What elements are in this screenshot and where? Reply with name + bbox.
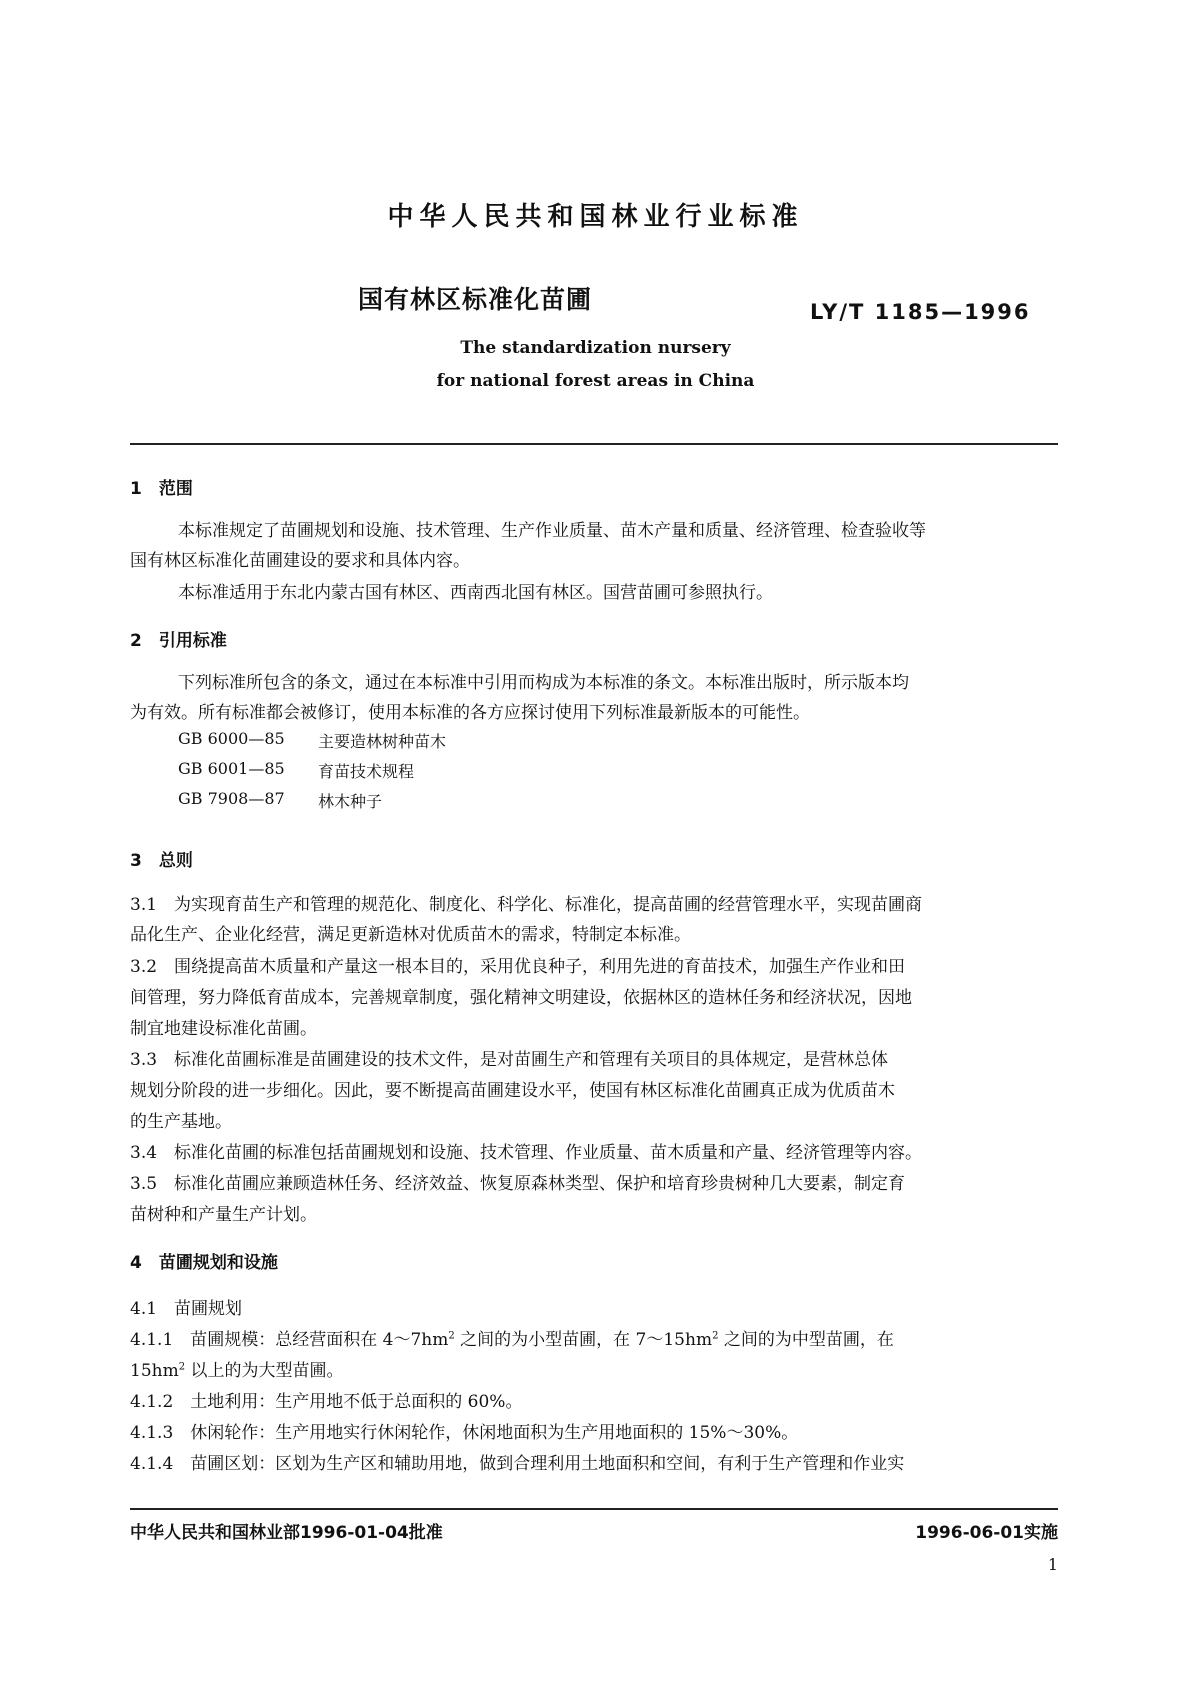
section-1-paragraph-2: 本标准适用于东北内蒙古国有林区、西南西北国有林区。国营苗圃可参照执行。 [178, 583, 773, 603]
clause-3-2-line-1: 3.2 围绕提高苗木质量和产量这一根本目的，采用优良种子，利用先进的育苗技术，加强生产作业和田 [130, 957, 906, 977]
clause-3-5-line-1: 3.5 标准化苗圃应兼顾造林任务、经济效益、恢复原森林类型、保护和培育珍贵树种几大要素，制定育 [130, 1174, 906, 1194]
section-2-heading: 2 引用标准 [130, 631, 227, 651]
reference-title: 育苗技术规程 [318, 762, 415, 781]
document-title-en-line1: The standardization nursery [460, 338, 731, 358]
clause-4-1-3: 4.1.3 休闲轮作：生产用地实行休闲轮作，休闲地面积为生产用地面积的 15%～30%。 [130, 1423, 799, 1443]
clause-3-1-line-1: 3.1 为实现育苗生产和管理的规范化、制度化、科学化、标准化，提高苗圃的经营管理水平，实现苗圃商 [130, 895, 923, 915]
clause-4-1-2: 4.1.2 土地利用：生产用地不低于总面积的 60%。 [130, 1392, 523, 1412]
standard-series-title: 中华人民共和国林业行业标准 [387, 202, 804, 232]
reference-code: GB 7908—87 [178, 789, 285, 808]
reference-item [178, 789, 383, 811]
clause-3-2-line-3: 制宜地建设标准化苗圃。 [130, 1019, 317, 1039]
clause-3-2-line-2: 间管理，努力降低育苗成本，完善规章制度，强化精神文明建设，依据林区的造林任务和经济状况，因地 [130, 988, 912, 1008]
reference-title: 林木种子 [318, 792, 383, 811]
clause-3-1-line-2: 品化生产、企业化经营，满足更新造林对优质苗木的需求，特制定本标准。 [130, 925, 691, 945]
approval-line: 中华人民共和国林业部1996-01-04批准 [130, 1523, 443, 1543]
document-title-cn: 国有林区标准化苗圃 [358, 285, 593, 314]
section-4-heading: 4 苗圃规划和设施 [130, 1253, 278, 1273]
section-1-paragraph-1-line-1: 本标准规定了苗圃规划和设施、技术管理、生产作业质量、苗木产量和质量、经济管理、检查验收等 [178, 521, 926, 541]
section-3-heading: 3 总则 [130, 851, 193, 871]
reference-code: GB 6001—85 [178, 759, 285, 778]
section-1-heading: 1 范围 [130, 479, 193, 499]
document-title-en-line2: for national forest areas in China [436, 371, 755, 391]
clause-4-1-1-line-2: $15hm^2$ 以上的为大型苗圃。 [130, 1361, 344, 1381]
reference-title: 主要造林树种苗木 [318, 732, 447, 751]
clause-4-1-4: 4.1.4 苗圃区划：区划为生产区和辅助用地，做到合理利用土地面积和空间，有利于生产管理和作业实 [130, 1454, 905, 1474]
clause-3-3-line-1: 3.3 标准化苗圃标准是苗圃建设的技术文件，是对苗圃生产和管理有关项目的具体规定，是营林总体 [130, 1050, 889, 1070]
reference-item [178, 729, 447, 751]
standard-code: LY/T 1185—1996 [810, 300, 1031, 324]
effective-date: 1996-06-01实施 [915, 1523, 1058, 1543]
clause-3-3-line-3: 的生产基地。 [130, 1112, 232, 1132]
section-2-paragraph-line-2: 为有效。所有标准都会被修订，使用本标准的各方应探讨使用下列标准最新版本的可能性。 [130, 703, 810, 723]
clause-3-3-line-2: 规划分阶段的进一步细化。因此，要不断提高苗圃建设水平，使国有林区标准化苗圃真正成为优质苗木 [130, 1081, 895, 1101]
clause-3-5-line-2: 苗树种和产量生产计划。 [130, 1205, 317, 1225]
clause-3-4: 3.4 标准化苗圃的标准包括苗圃规划和设施、技术管理、作业质量、苗木质量和产量、经济管理等内容。 [130, 1143, 923, 1163]
clause-4-1-1-line-1: 4.1.1 苗圃规模：总经营面积在 $4\sim 7hm^2$ 之间的为小型苗圃，在 $7\sim 15hm^2$ 之间的为中型苗圃，在 [130, 1330, 894, 1350]
header-divider [130, 443, 1058, 445]
page-number: 1 [1047, 1555, 1058, 1574]
footer-divider [130, 1508, 1058, 1510]
reference-item [178, 759, 415, 781]
section-2-paragraph-line-1: 下列标准所包含的条文，通过在本标准中引用而构成为本标准的条文。本标准出版时，所示版本均 [178, 673, 909, 693]
clause-4-1: 4.1 苗圃规划 [130, 1299, 243, 1319]
section-1-paragraph-1-line-2: 国有林区标准化苗圃建设的要求和具体内容。 [130, 551, 470, 571]
reference-code: GB 6000—85 [178, 729, 285, 748]
